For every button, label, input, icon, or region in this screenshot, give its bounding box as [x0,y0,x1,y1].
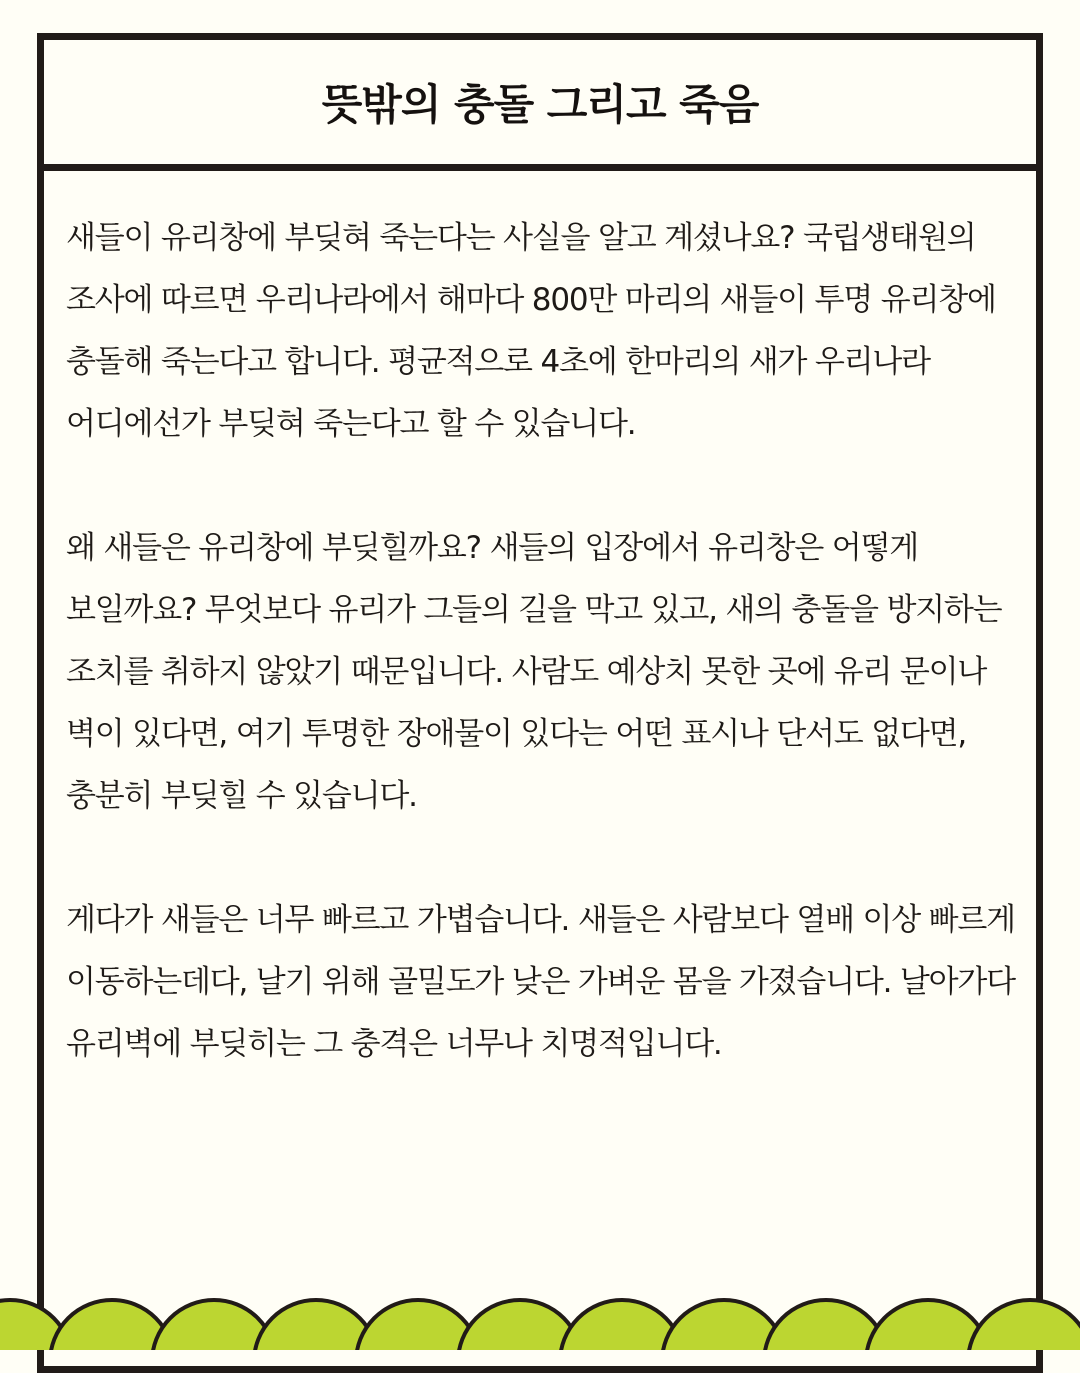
title-bar [44,40,1036,171]
scallop-circle [968,1300,1080,1350]
body-text [66,207,1020,1137]
paragraph-2: 왜 새들은 유리창에 부딪힐까요? 새들의 입장에서 유리창은 어떻게 보일까요? 무엇보다 유리가 그들의 길을 막고 있고, 새의 충돌을 방지하는 조치를 취하지 않았기 때문입니다. 사람도 예상치 못한 곳에 유리 문이나 벽이 있다면, 여기 투명한 장애물이 있다는 어떤 표시나 단서도 없다면, 충분히 부딪힐 수 있습니다. [66,530,1002,814]
paragraph-1: 새들이 유리창에 부딪혀 죽는다는 사실을 알고 계셨나요? 국립생태원의 조사에 따르면 우리나라에서 해마다 800만 마리의 새들이 투명 유리창에 충돌해 죽는다고 합니다. 평균적으로 4초에 한마리의 새가 우리나라 어디에선가 부딪혀 죽는다고 할 수 있습니다. [66,220,996,442]
page-title: 뜻밖의 충돌 그리고 죽음 [321,80,759,129]
bottom-scallop-decoration [0,1280,1080,1350]
paragraph-3: 게다가 새들은 너무 빠르고 가볍습니다. 새들은 사람보다 열배 이상 빠르게 이동하는데다, 날기 위해 골밀도가 낮은 가벼운 몸을 가졌습니다. 날아가다 유리벽에 부딪히는 그 충격은 너무나 치명적입니다. [66,902,1015,1062]
